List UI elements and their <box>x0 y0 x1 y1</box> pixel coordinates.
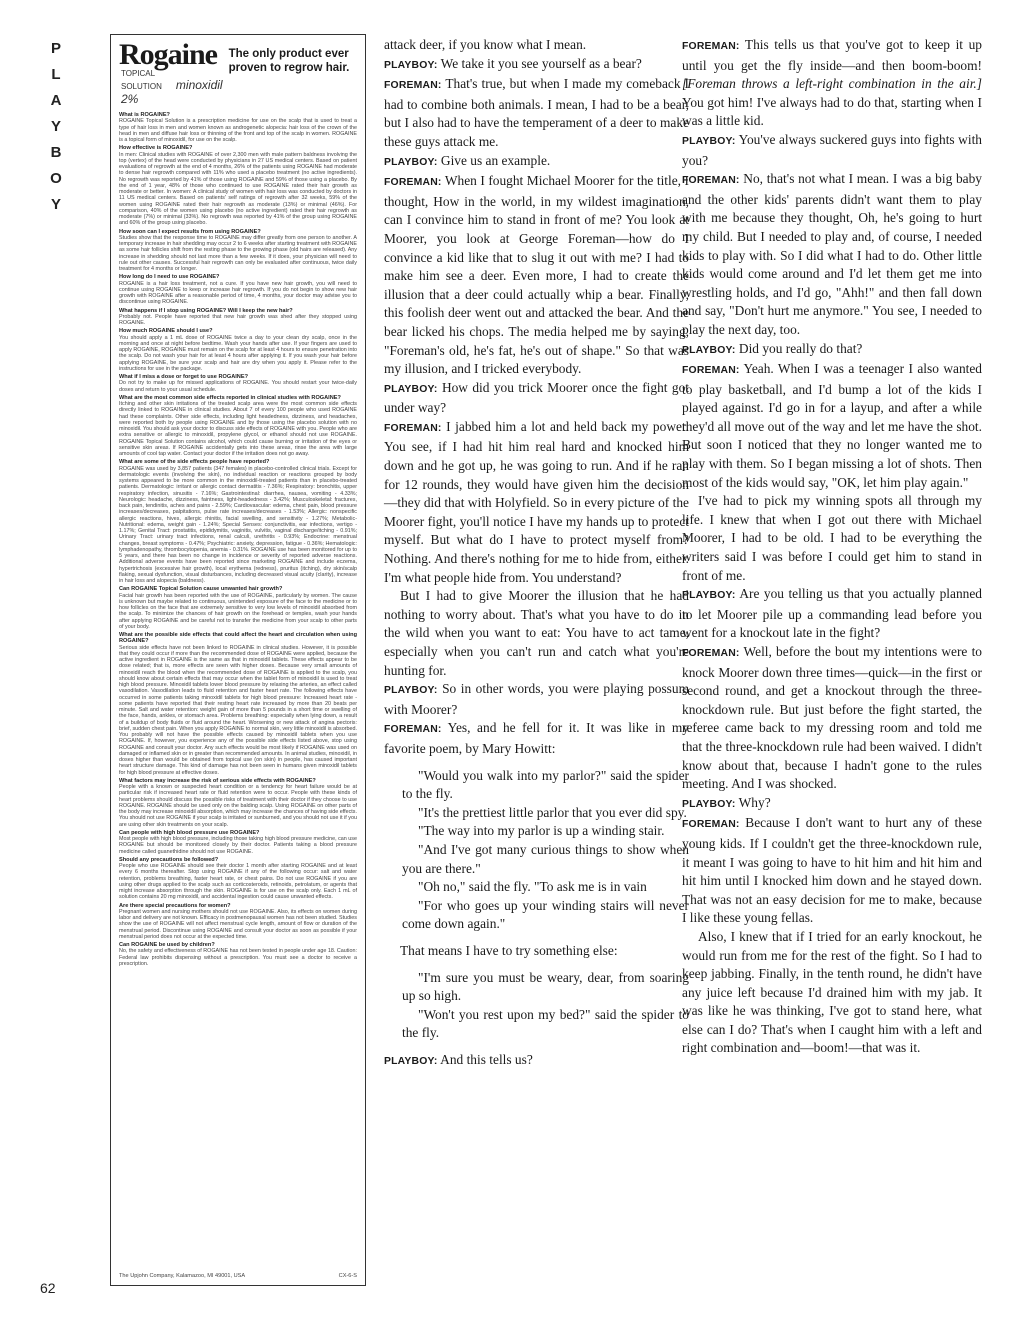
ad-section-text: ROGAINE Topical Solution is a prescription medicine for use on the scalp that is used to treat a type of hair loss in men and women known as androgenetic alopecia: hair loss of the crown of the head in men and diffuse hair loss or thinning of the front and top of the scalp in women. ROGAINE is a topical form of minoxidil, for use on the scalp. <box>119 118 357 143</box>
paragraph-text: Well, before the bout my intentions were to knock Moorer down three times—quick—in the first or second round, and get a knockout through the three-knockdown rule. But just before the fight started, the referee came back to my dressing room and told me that the three-knockdown rule had been waived. I didn't know about that, because I hadn't gone to the rules meeting. And I was shocked. <box>682 644 982 792</box>
paragraph-text: We take it you see yourself as a bear? <box>437 55 642 71</box>
paragraph-text: I jabbed him a lot and held back my power. You see, if I had hit him real hard and knocked him down and he got up, he was going to run. And if he ran for 12 rounds, they would have given him the decision—they did that with Holyfield. So in every picture of the Moorer fight, you'll notice I have my hands up to protect myself. But what do I have to protect myself from? Nothing. And there's nothing for me to hide from, either. I'm what people hide from. You understand? <box>384 418 689 585</box>
paragraph-text: This tells us that you've got to keep it up until you get the fly inside—and then boom-boom! <box>682 37 982 73</box>
brand-name: Rogaine <box>119 38 217 71</box>
ad-section-heading: Should any precautions be followed? <box>119 856 219 863</box>
interview-paragraph <box>682 131 982 170</box>
interview-paragraph <box>682 340 982 361</box>
ad-section-text: Most people with high blood pressure, including those taking high blood pressure medicine, can use ROGAINE but should be monitored closely by their doctor. Patients taking a blood pressure medicine called guanethidine should not use ROGAINE. <box>119 836 357 855</box>
speaker-label: PLAYBOY: <box>384 1055 438 1067</box>
paragraph <box>682 492 982 585</box>
paragraph-text: "Oh no," said the fly. "To ask me is in vain <box>418 879 647 895</box>
article-column-1 <box>384 36 689 1071</box>
speaker-label: FOREMAN: <box>384 422 442 434</box>
interview-paragraph <box>384 379 689 418</box>
ad-section-heading: What happens if I stop using ROGAINE? Will I keep the new hair? <box>119 307 293 314</box>
speaker-label: PLAYBOY: <box>682 344 736 356</box>
paragraph-text: When I fought Michael Moorer for the title, I thought, How in the world, in my wildest imagination, can I convince him to stand in front of me? You look at Moorer, you look at George Foreman—how do I convince a kid like that to slug it out with me? I had to make him see a deer. Even more, I had to create the illusion that a deer could actually whip a bear. Finally, this foolish deer went out and attacked the bear. And the bear licked his chops. The media helped me by saying, "Foreman's old, he's fat, he's out of shape." So that was my illusion, and I tricked everybody. <box>384 173 689 377</box>
ad-section-heading: Are there special precautions for women? <box>119 902 231 909</box>
paragraph-text: Yes, and he fell for it. It was like in my favorite poem, by Mary Howitt: <box>384 720 689 756</box>
running-head-letter: B <box>50 144 62 161</box>
speaker-label: PLAYBOY: <box>682 135 736 147</box>
paragraph-text: That's true, but when I made my comeback I had to combine both animals. I mean, I had to be a bear, but I also had to have the temperament of a deer to make these guys attack me. <box>384 76 689 149</box>
paragraph-text: I've had to pick my winning spots all through my life. I knew that when I got out there with Michael Moorer, I had to be old. I had to be everything the writers said I was before I could get him to stand in front of me. <box>682 493 982 583</box>
speaker-label: PLAYBOY: <box>682 798 736 810</box>
interview-paragraph <box>384 680 689 719</box>
speaker-label: FOREMAN: <box>682 41 740 52</box>
ad-section-text: Studies show that the response time to ROGAINE may differ greatly from one person to another. A temporary increase in hair shedding may occur 2 to 6 weeks after starting treatment with ROGAINE as some hair follicles shift from the resting phase to the growing phase (old hairs are released). Any increase in shedding should not last more than a few weeks. If it does, your physician will need to rule out other causes. Successful hair regrowth can only be evaluated after continuous, twice daily treatment for 4 months or longer. <box>119 234 357 272</box>
ad-section-heading: How long do I need to use ROGAINE? <box>119 274 220 281</box>
ad-section-heading: What if I miss a dose or forget to use ROGAINE? <box>119 374 248 380</box>
speaker-label: FOREMAN: <box>384 724 442 736</box>
ad-header <box>111 35 365 108</box>
paragraph-text: Also, I knew that if I tried for an early knockout, he would run from me for the rest of the fight. So I had to keep jabbing. Finally, in the tenth round, he didn't have any juice left because I'd drained him with my jab. It was like he was thinking, I've got to stand here, what else can I do? That's when I caught him with a left and right combination and—boom!—that was it. <box>682 928 982 1056</box>
paragraph-text: You've always suckered guys into fights with you? <box>682 131 982 168</box>
paragraph-text: No, that's not what I mean. I was a big baby and the other kids' parents didn't want them to play with me because they thought, Oh, he's going to hurt my child. But I needed to play and, of course, I needed kids to play with. So I did what I had to do. Other little kids would come around and I'd let them get me into wrestling holds, and I'd go, "Ahh!" and then fall down and say, "Don't hurt me anymore." You see, I needed to play the next day, too. <box>682 171 982 337</box>
ad-section-text: People with a known or suspected heart condition or a tendency for heart failure would be at particular risk if increased heart rate or fluid retention were to occur. People with these kinds of heart problems should discuss the possible risks of treatment with their doctor if they choose to use ROGAINE. ROGAINE should be used only on the balding scalp. Using ROGAINE on other parts of the body may increase minoxidil absorption, which may increase the chances of having side effects. You should not use ROGAINE if your scalp is irritated or sunburned, and you should not use it if you are using other skin treatments on your scalp. <box>119 784 357 828</box>
ad-section-heading: Can ROGAINE Topical Solution cause unwanted hair growth? <box>119 586 283 593</box>
paragraph-text: "It's the prettiest little parlor that you ever did spy. <box>418 804 687 820</box>
ad-section-heading: Can ROGAINE be used by children? <box>119 942 215 948</box>
ad-section-text: In men: Clinical studies with ROGAINE of over 2,300 men with male pattern baldness involving the top (vertex) of the head were conducted by physicians in 27 US medical centers. Based on patient evaluations of regrowth at the end of 4 months, 26% of the patients using ROGAINE had moderate to dense hair regrowth compared with 11% who used a placebo treatment (no active ingredients). No regrowth was reported by 41% of those using ROGAINE and 59% of those using a placebo. By the end of 1 year, 48% of those who continued to use ROGAINE rated their hair growth as moderate or better. In women: A clinical study of women with hair loss was conducted by doctors in 11 US medical centers. Based on patients' self ratings of regrowth after 32 weeks, 59% of the women using ROGAINE rated their hair regrowth as moderate (13%) or minimal (46%). For comparison, 40% of the women using placebo (no active ingredient) rated their hair regrowth as moderate (7%) or minimal (33%). No regrowth was reported by 41% of the group using ROGAINE and 60% of the group using placebo. <box>119 151 357 227</box>
ad-section-text: Pregnant women and nursing mothers should not use ROGAINE. Also, its effects on women during labor and delivery are not known. Efficacy in postmenopausal women has not been studied. Studies show the use of ROGAINE will not affect menstrual cycle length, amount of flow or duration of the menstrual period. Discontinue using ROGAINE and consult your doctor as soon as possible if your menstrual period does not occur at the expected time. <box>119 908 357 940</box>
speaker-label: FOREMAN: <box>682 365 740 377</box>
ad-section-text: Probably not. People have reported that new hair growth was shed after they stopped using ROGAINE. <box>119 313 357 326</box>
paragraph <box>384 942 689 961</box>
paragraph-text: And this tells us? <box>437 1051 533 1067</box>
paragraph-text: attack deer, if you know what I mean. <box>384 37 587 52</box>
interview-paragraph <box>682 794 982 815</box>
paragraph-text: Give us an example. <box>437 152 551 168</box>
paragraph-text: You got him! I've always had to do that, starting when I was a little kid. <box>682 94 982 129</box>
interview-paragraph <box>384 418 689 587</box>
interview-paragraph <box>384 75 689 151</box>
rogaine-advertisement <box>110 34 366 1286</box>
stage-direction: [Foreman throws a left-right combination in the air.] <box>682 76 982 92</box>
paragraph <box>384 36 689 55</box>
poem-line <box>402 822 689 841</box>
speaker-label: FOREMAN: <box>682 819 740 831</box>
paragraph-text: "The way into my parlor is up a winding stair. <box>418 823 665 839</box>
interview-paragraph <box>384 1051 689 1072</box>
speaker-label: FOREMAN: <box>384 80 442 92</box>
brand-logo <box>119 38 223 106</box>
ad-company: The Upjohn Company, Kalamazoo, MI 49001, USA <box>119 1273 246 1279</box>
paragraph-text: Did you really do that? <box>735 340 863 356</box>
ad-section-heading: What factors may increase the risk of serious side effects with ROGAINE? <box>119 777 316 784</box>
paragraph-text: So in other words, you were playing possum with Moorer? <box>384 681 689 717</box>
paragraph-text: "For who goes up your winding stairs will never come down again." <box>402 897 689 932</box>
interview-paragraph <box>682 36 982 131</box>
running-head-letter: L <box>51 66 61 83</box>
speaker-label: PLAYBOY: <box>384 383 438 395</box>
paragraph-text: How did you trick Moorer once the fight got under way? <box>384 379 689 416</box>
poem-line <box>402 841 689 878</box>
poem-line <box>402 897 689 934</box>
running-head-letter: O <box>50 170 62 187</box>
ad-section-text: Serious side effects have not been linked to ROGAINE in clinical studies. However, it is possible that they could occur if more than the recommended dose of ROGAINE were applied, because the active ingredient in ROGAINE is the same as that in minoxidil tablets. These effects appear to be dose related; that is, more effects are seen with higher doses. Because very small amounts of minoxidil reach the blood when the recommended dose of ROGAINE is applied to the scalp, you should know about certain effects that may occur when the tablet form of minoxidil is used to treat high blood pressure. Minoxidil tablets lower blood pressure by relaxing the arteries, an effect called vasodilation. Vasodilation leads to fluid retention and faster heart rate. The following effects have occurred in some patients taking minoxidil tablets for high blood pressure: Increased heart rate - some patients have reported that their resting heart rate increased by more than 20 beats per minute. Salt and water retention: weight gain of more than 5 pounds in a short time or swelling of the face, hands, ankles, or stomach area. Problems breathing: especially when lying down, a result of a buildup of body fluids or fluid around the heart. Worsening or new attack of angina pectoris: brief, sudden chest pain. When you apply ROGAINE to normal skin, very little minoxidil is absorbed. You probably will not have the possible effects caused by minoxidil tablets when you use ROGAINE. If, however, you experience any of the possible side effects listed above, stop using ROGAINE and consult your doctor. Any such effects would be most likely if ROGAINE was used on damaged or inflamed skin or in greater than recommended amounts. In animal studies, minoxidil, in doses higher than would be obtained from topical use (on skin) in people, has caused important heart structure damage. This kind of damage has not been seen in humans given minoxidil tablets for high blood pressure at effective doses. <box>119 644 357 776</box>
paragraph-text: That means I have to try something else: <box>400 942 618 958</box>
poem-line <box>402 1006 689 1043</box>
speaker-label: FOREMAN: <box>682 648 740 659</box>
ad-section-heading: What are some of the side effects people have reported? <box>119 459 270 466</box>
page-number: 62 <box>40 1280 56 1296</box>
ad-section-text: ROGAINE was used by 3,857 patients (347 females) in placebo-controlled clinical trials. Except for dermatologic events (involving the skin), no individual reaction or reactions grouped by body systems appeared to be more common in the minoxidil-treated patients than in placebo-treated patients. Dermatologic: irritant or allergic contact dermatitis - 7.36%; Respiratory: bronchitis, upper respiratory infection, sinusitis - 7.16%; Gastrointestinal: diarrhea, nausea, vomiting - 4.33%; Neurologic: headache, dizziness, faintness, light-headedness - 3.42%; Musculoskeletal: fractures, back pain, tendinitis, aches and pains - 2.59%; Cardiovascular: edema, chest pain, blood pressure increases/decreases, palpitations, pulse rate increases/decreases - 1.53%; Allergic: nonspecific allergic reactions, hives, allergic rhinitis, facial swelling, and sensitivity - 1.27%; Metabolic-Nutritional: edema, weight gain - 1.24%; Special Senses: conjunctivitis, ear infections, vertigo - 1.17%; Genital Tract: prostatitis, epididymitis, vaginitis, vulvitis, vaginal discharge/itching - 0.91%; Urinary Tract: urinary tract infections, renal calculi, urethritis - 0.93%; Endocrine: menstrual changes, breast symptoms - 0.47%; Psychiatric: anxiety, depression, fatigue - 0.36%; Hematologic: lymphadenopathy, thrombocytopenia, anemia - 0.31%. ROGAINE use has been monitored for up to 5 years, and there has been no change in incidence or severity of reported adverse reactions. Additional adverse events have been reported since marketing ROGAINE and include eczema, hypertrichosis (excessive hair growth), local erythema (redness), pruritus (itching), dry skin/scalp flaking, sexual dysfunction, visual disturbances, including decreased visual acuity (clarity), increase in hair loss and alopecia (baldness). <box>119 465 357 584</box>
ad-section-heading: What is ROGAINE? <box>119 112 170 118</box>
interview-paragraph <box>384 719 689 758</box>
ad-section-heading: How much ROGAINE should I use? <box>119 328 213 335</box>
article-column-2 <box>682 36 982 1058</box>
poem-line <box>402 878 689 897</box>
paragraph-text: "Won't you rest upon my bed?" said the spider to the fly. <box>402 1006 689 1041</box>
ad-footer <box>119 1273 357 1279</box>
interview-paragraph <box>682 814 982 928</box>
paragraph-text: Are you telling us that you actually planned to let Moorer pile up a commanding lead before you went for a knockout late in the fight? <box>682 586 982 641</box>
ad-section-text: Itching and other skin irritations of the treated scalp area were the most common side effects directly linked to ROGAINE in clinical studies. About 7 of every 100 people who used ROGAINE had these complaints. Other side effects, including light headedness, dizziness, and headaches, were reported both by people using ROGAINE and by those using the placebo solution with no minoxidil. You should ask your doctor to discuss side effects of ROGAINE with you. People who are extra sensitive or allergic to minoxidil, propylene glycol, or ethanol should not use ROGAINE. ROGAINE Topical Solution contains alcohol, which could cause burning or irritation of the eyes or sensitive skin areas. If ROGAINE accidentally gets into these areas, rinse the area with large amounts of cool tap water. Contact your doctor if the irritation does not go away. <box>119 401 357 457</box>
ad-section-text: Facial hair growth has been reported with the use of ROGAINE, particularly by women. The cause is unknown but maybe related to continuous, unintended exposure of the face to the medicine or to how follicles on the face that are extremely sensitive to very low levels of minoxidil absorbed from the scalp. To minimize the chances of hair growth on the forehead or temples, wash your hands after applying ROGAINE and be careful not to transfer the medicine from your scalp to other parts of your body. <box>119 592 357 630</box>
running-head-letter: A <box>50 92 62 109</box>
interview-paragraph <box>682 360 982 492</box>
running-head-letter: Y <box>50 196 61 213</box>
ad-code: CX-6-S <box>338 1273 357 1279</box>
interview-paragraph <box>682 585 982 643</box>
paragraph-text: "Would you walk into my parlor?" said the spider to the fly. <box>402 767 689 802</box>
ad-tagline: The only product ever proven to regrow hair. <box>228 48 350 74</box>
paragraph <box>384 587 689 680</box>
ad-section-text: ROGAINE is a hair loss treatment, not a cure. If you have new hair growth, you will need to continue using ROGAINE to keep or increase hair regrowth. If you do not begin to show new hair growth with ROGAINE after a reasonable period of time, 4 months, your doctor may advise you to discontinue using ROGAINE. <box>119 280 357 306</box>
running-head-letter: P <box>50 40 61 57</box>
interview-paragraph <box>682 170 982 339</box>
paragraph <box>682 928 982 1058</box>
ad-fine-print <box>111 108 365 969</box>
interview-paragraph <box>384 55 689 76</box>
paragraph-text: "And I've got many curious things to show when you are there." <box>402 841 689 876</box>
ad-section-text: You should apply a 1 mL dose of ROGAINE twice a day to your clean dry scalp, once in the morning and once at night before bedtime. Wash your hands after use. If your fingers are used to apply ROGAINE, ROGAINE must remain on the scalp for at least 4 hours to ensure penetration into the scalp. Do not wash your hair for at least 4 hours after applying it. If you wash your hair before applying ROGAINE, be sure your scalp and hair are dry when you apply it. Please refer to the instructions for use in the package. <box>119 334 357 372</box>
paragraph-text: Yeah. When I was a teenager I also wanted to play basketball, and I'd bump a lot of the kids I played against. I'd go in for a layup, and after a while they'd all move out of the way and let me have the shot. But soon I noticed that they no longer wanted me to play with them. So I began missing a lot of shots. Then most of the kids would say, "OK, let him play again." <box>682 361 982 490</box>
speaker-label: FOREMAN: <box>384 177 442 189</box>
paragraph-text: "I'm sure you must be weary, dear, from soaring up so high. <box>402 969 689 1004</box>
paragraph-text: Because I don't want to hurt any of these young kids. If I couldn't get the three-knockdown rule, it meant I was going to have to hit him and hit him and hit him until I knocked him down and he stayed down. That was not an easy decision for me to make, because I like these young fellas. <box>682 815 982 926</box>
speaker-label: FOREMAN: <box>682 175 740 187</box>
ad-section-heading: How soon can I expect results from using ROGAINE? <box>119 228 261 235</box>
poem-line <box>402 969 689 1006</box>
running-head <box>44 36 68 218</box>
interview-paragraph <box>384 172 689 379</box>
paragraph-text: But I had to give Moorer the illusion that he had nothing to worry about. That's what you have to do in the wild when you want to eat: You have to act tame, especially when you can't run and catch what you're hunting for. <box>384 588 689 678</box>
speaker-label: PLAYBOY: <box>384 685 438 697</box>
interview-paragraph <box>384 152 689 173</box>
brand-subline: TOPICAL SOLUTION minoxidil 2% <box>121 69 223 106</box>
poem-line <box>402 767 689 804</box>
paragraph-text: Why? <box>735 794 771 810</box>
poem-line <box>402 804 689 823</box>
speaker-label: PLAYBOY: <box>682 590 736 602</box>
speaker-label: PLAYBOY: <box>384 156 438 168</box>
speaker-label: PLAYBOY: <box>384 59 438 71</box>
ad-section-heading: What are the possible side effects that could affect the heart and circulation when using ROGAINE? <box>119 632 357 645</box>
ad-section-text: Do not try to make up for missed applications of ROGAINE. You should restart your twice-daily doses and return to your usual schedule. <box>119 380 357 393</box>
ad-section-text: People who use ROGAINE should see their doctor 1 month after starting ROGAINE and at least every 6 months thereafter. Stop using ROGAINE if any of the following occur: salt and water retention, problems breathing, faster heart rate, or chest pains. Do not use ROGAINE if you are using other drugs applied to the scalp such as corticosteroids, retinoids, petrolatum, or agents that might increase absorption through the skin. ROGAINE is for use on the scalp only. Each 1 mL of solution contains 20 mg minoxidil, and accidental ingestion could cause unwanted effects. <box>119 863 357 901</box>
ad-section-heading: What are the most common side effects reported in clinical studies with ROGAINE? <box>119 394 341 401</box>
ad-section-text: No, the safety and effectiveness of ROGAINE has not been tested in people under age 18. Caution: Federal law prohibits dispensing without a prescription. You must see a doctor to receive a prescription. <box>119 948 357 967</box>
ad-section-heading: Can people with high blood pressure use ROGAINE? <box>119 829 260 836</box>
ad-section-heading: How effective is ROGAINE? <box>119 145 193 152</box>
running-head-letter: Y <box>50 118 61 135</box>
interview-paragraph <box>682 643 982 794</box>
